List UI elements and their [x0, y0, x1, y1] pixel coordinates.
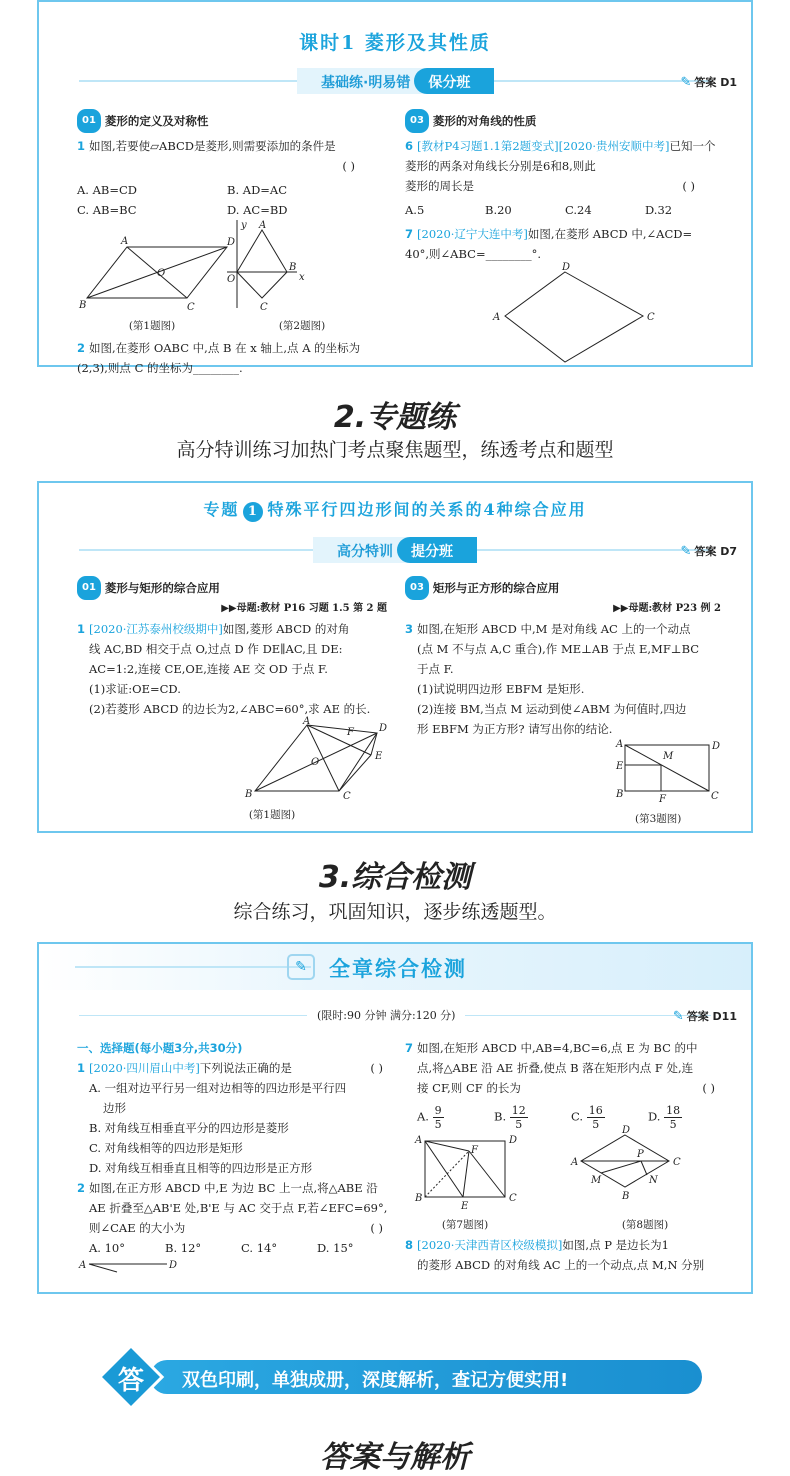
pencil-icon: ✎ — [680, 544, 692, 559]
mother-question: ▶▶母题:教材 P23 例 2 — [613, 603, 721, 614]
figure-captions: (第1题图) (第2题图) — [128, 320, 326, 332]
svg-text:C: C — [509, 1193, 517, 1204]
options-row: A. 10° B. 12° C. 14° D. 15° — [89, 1241, 354, 1255]
section-2-sub: 高分特训练习加热门考点聚焦题型，练透考点和题型 — [176, 439, 614, 461]
svg-text:P: P — [637, 1149, 644, 1160]
svg-text:A: A — [616, 739, 624, 750]
svg-text:D: D — [562, 262, 571, 273]
svg-text:B: B — [415, 1193, 423, 1204]
figures-row — [77, 220, 385, 316]
svg-text:D: D — [509, 1135, 518, 1146]
figure-3 — [405, 739, 721, 803]
svg-text:C: C — [673, 1157, 681, 1168]
svg-text:C: C — [647, 312, 655, 323]
question-1: 1 如图,若要使▱ABCD是菱形,则需要添加的条件是 — [77, 139, 336, 153]
svg-text:x: x — [299, 272, 305, 283]
question-3: 3 如图,在矩形 ABCD 中,M 是对角线 AC 上的一个动点 — [405, 622, 691, 636]
band-label: 基础练·明易错 — [297, 68, 424, 94]
svg-text:D: D — [379, 723, 388, 734]
svg-text:E: E — [616, 761, 624, 772]
svg-text:E: E — [461, 1201, 469, 1212]
options-row: A.5 B.20 C.24 D.32 — [405, 203, 673, 217]
section-3-heading: 3.综合检测 — [318, 860, 472, 895]
figures-7-8 — [405, 1125, 725, 1212]
level-band — [297, 68, 494, 94]
figure-1-2 — [77, 220, 377, 316]
band-level: 保分班 — [414, 68, 494, 94]
question-2: 2 如图,在菱形 OABC 中,点 B 在 x 轴上,点 A 的坐标为 — [77, 341, 361, 355]
question-2: 2 如图,在正方形 ABCD 中,E 为边 BC 上一点,将△ABE 沿 — [77, 1181, 378, 1195]
test-panel — [37, 942, 753, 1294]
answer-ref: ✎ 答案 D1 — [680, 75, 737, 90]
header-line — [75, 966, 311, 968]
svg-text:A: A — [259, 220, 267, 231]
svg-text:y: y — [241, 220, 247, 231]
svg-text:A: A — [79, 1260, 87, 1271]
svg-text:F: F — [659, 794, 666, 805]
time-limit: (限时:90 分钟 满分:120 分) — [307, 1007, 465, 1023]
svg-text:O: O — [157, 268, 166, 279]
book-icon: ✎ — [287, 954, 315, 980]
fraction-options: A. $\frac{9}{5}$ B. $\frac{12}{5}$ C. $\frac{16}{5}$ D. $\frac{18}{5}$ — [417, 1104, 681, 1131]
svg-text:D: D — [169, 1260, 178, 1271]
figure-1-caption: (第1题图) — [248, 809, 296, 821]
svg-text:M: M — [591, 1175, 602, 1186]
lesson-title: 课时1 菱形及其性质 — [299, 32, 491, 54]
limit-row — [39, 1006, 751, 1026]
svg-text:O: O — [227, 274, 236, 285]
svg-text:C: C — [187, 302, 195, 313]
svg-text:A: A — [571, 1157, 579, 1168]
answer-ref: ✎ 答案 D11 — [672, 1009, 737, 1024]
answer-paren: ( ) — [342, 159, 355, 173]
svg-text:B: B — [79, 300, 87, 311]
test-header — [39, 944, 751, 990]
svg-text:B: B — [289, 262, 297, 273]
svg-text:D: D — [622, 1125, 631, 1136]
section-3-sub: 综合练习，巩固知识，逐步练透题型。 — [233, 901, 557, 923]
options-row: A. AB=CD B. AD=AC — [77, 183, 288, 197]
band-row — [39, 537, 751, 563]
left-column: 01 菱形与矩形的综合应用 ▶▶母题:教材 P16 习题 1.5 第 2 题 1 [2020·江苏泰州校级期中]如图,菱形 ABCD 的对角 线 AC,BD 相交于点 O,过点 D 作 DE∥AC,且 DE: AC=1:2,连接 CE,OE,连接 AE 交 OD 于点 F. (1)求证:OE=CD. (2)若菱形 ABCD 的边长为2,∠ABC=60°,求 AE 的长. A D C B O F E (第1题图) — [77, 577, 387, 825]
svg-text:C: C — [260, 302, 268, 313]
left-column — [77, 110, 385, 378]
banner-text: 双色印刷，单独成册，深度解析，查记方便实用! — [182, 1370, 569, 1391]
figure-3-caption: (第3题图) — [635, 813, 682, 825]
question-8: 8 [2020·天津西青区校级模拟]如图,点 P 是边长为1 — [405, 1238, 669, 1252]
options-row: C. AB=BC D. AC=BD — [77, 203, 288, 217]
final-heading: 答案与解析 — [320, 1440, 470, 1475]
section-heading: 03 菱形的对角线的性质 — [405, 110, 725, 132]
answer-ref: ✎ 答案 D7 — [680, 544, 737, 559]
svg-text:D: D — [227, 237, 236, 248]
svg-text:N: N — [649, 1175, 658, 1186]
right-column — [405, 110, 725, 370]
svg-text:O: O — [311, 757, 320, 768]
svg-text:A: A — [121, 236, 129, 247]
svg-text:E: E — [375, 751, 383, 762]
topic-title: 专题 1 特殊平行四边形间的关系的4种综合应用 — [39, 497, 751, 522]
level-band: 高分特训 提分班 — [313, 537, 477, 563]
question-7: 7 如图,在矩形 ABCD 中,AB=4,BC=6,点 E 为 BC 的中 — [405, 1041, 698, 1055]
section-heading: 01 菱形与矩形的综合应用 — [77, 577, 387, 599]
right-column: 7 如图,在矩形 ABCD 中,AB=4,BC=6,点 E 为 BC 的中 点,将△ABE 沿 AE 折叠,使点 B 落在矩形内点 F 处,连 接 CF,则 CF 的长为 ( ) A. $\frac{9}{5}$ B. $\frac{12}{5}$ C. $\frac{16}{5}$ D. $\frac{18}{5}$ A D F B E C D A C P M N B (第7题图) (第8题图) 8 [2020·天津西青区校级模拟]如图,点 P 是边长为1 的菱形 ABCD 的对角线 AC 上的一个动点,点 M,N 分别 — [405, 1038, 725, 1275]
svg-text:A: A — [493, 312, 501, 323]
test-title: 全章综合检测 — [329, 957, 467, 981]
svg-text:D: D — [712, 741, 721, 752]
section-heading: 03 矩形与正方形的综合应用 — [405, 577, 721, 599]
figure-7 — [405, 264, 725, 364]
figure-1 — [77, 716, 388, 802]
part-title: 一、选择题(每小题3分,共30分) — [77, 1041, 243, 1055]
figure-2-top — [77, 1258, 393, 1272]
topic-panel — [37, 481, 753, 833]
svg-text:B: B — [616, 789, 624, 800]
answer-banner — [90, 1346, 702, 1408]
figure-captions: (第7题图) (第8题图) — [441, 1219, 669, 1231]
svg-text:B: B — [245, 789, 253, 800]
section-heading: 01 菱形的定义及对称性 — [77, 110, 385, 132]
pencil-icon: ✎ — [680, 75, 692, 90]
question-7-line2: 40°,则∠ABC=________°. — [405, 247, 541, 261]
question-7: 7 [2020·辽宁大连中考]如图,在菱形 ABCD 中,∠ACD= — [405, 227, 693, 241]
left-column: 一、选择题(每小题3分,共30分) 1 [2020·四川眉山中考]下列说法正确的是 ( ) A. 一组对边平行另一组对边相等的四边形是平行四 边形 B. 对角线互相垂直平分的四边形是菱形 C. 对角线相等的四边形是矩形 D. 对角线互相垂直且相等的四边形是正方形 2 如图,在正方形 ABCD 中,E 为边 BC 上一点,将△ABE 沿 AE 折叠至△AB'E 处,B'E 与 AC 交于点 F,若∠EFC=69°, 则∠CAE 的大小为 ( ) A. 10° B. 12° C. 14° D. 15° A D — [77, 1038, 393, 1278]
pencil-icon: ✎ — [672, 1009, 684, 1024]
svg-text:F: F — [471, 1145, 478, 1156]
mother-question: ▶▶母题:教材 P16 习题 1.5 第 2 题 — [221, 603, 387, 614]
svg-text:C: C — [343, 791, 351, 802]
banner-char: 答 — [117, 1366, 144, 1396]
svg-text:A: A — [303, 716, 311, 727]
question-6-line2: 菱形的周长是 ( ) — [405, 179, 695, 193]
svg-text:F: F — [347, 727, 354, 738]
question-1: 1 [2020·江苏泰州校级期中]如图,菱形 ABCD 的对角 — [77, 622, 350, 636]
section-2-heading: 2.专题练 — [333, 400, 457, 435]
svg-text:C: C — [711, 791, 719, 802]
question-1: 1 [2020·四川眉山中考]下列说法正确的是 ( ) — [77, 1061, 383, 1075]
question-6: 6 [教材P4习题1.1第2题变式][2020·贵州安顺中考]已知一个菱形的两条对角线长分别是6和8,则此 — [405, 139, 716, 173]
right-column: 03 矩形与正方形的综合应用 ▶▶母题:教材 P23 例 2 3 如图,在矩形 ABCD 中,M 是对角线 AC 上的一个动点 (点 M 不与点 A,C 重合),作 ME⊥AB 于点 E,MF⊥BC 于点 F. (1)试说明四边形 EBFM 是矩形. (2)连接 BM,当点 M 运动到使∠ABM 为何值时,四边 形 EBFM 为正方形? 请写出你的结论. A D E M B F C (第3题图) — [405, 577, 721, 829]
question-2-line2: (2,3),则点 C 的坐标为________. — [77, 361, 243, 375]
lesson-panel — [37, 0, 753, 375]
band-row — [39, 68, 751, 94]
svg-text:A: A — [415, 1135, 423, 1146]
svg-text:B: B — [622, 1191, 630, 1202]
svg-text:M: M — [663, 751, 674, 762]
